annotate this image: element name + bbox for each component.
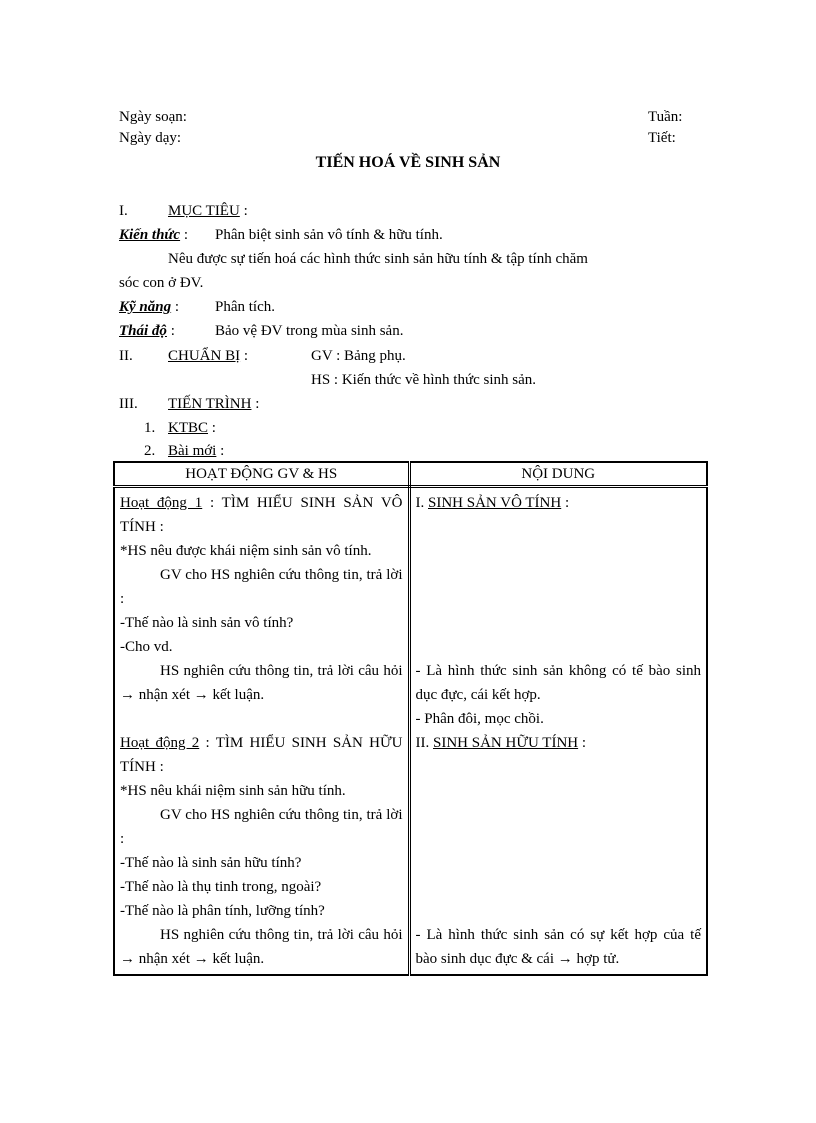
tiet-label: Tiết:	[648, 130, 676, 146]
kien-thuc-text-2: Nêu được sự tiến hoá các hình thức sinh sản hữu tính & tập tính chăm	[168, 251, 588, 267]
col-header-content: NỘI DUNG	[409, 462, 707, 487]
hd1-question-2: -Cho vd.	[120, 639, 173, 655]
section1-heading: MỤC TIÊU :	[168, 203, 248, 219]
gv-prep: GV : Bảng phụ.	[311, 348, 406, 364]
lesson-table	[113, 461, 708, 976]
hd1-goal: *HS nêu được khái niệm sinh sản vô tính.	[120, 543, 372, 559]
ky-nang-label: Kỹ năng :	[119, 299, 180, 315]
kien-thuc-text-3: sóc con ở ĐV.	[119, 275, 204, 291]
hd2-question-3: -Thế nào là phân tính, lưỡng tính?	[120, 903, 325, 919]
ngay-day-label: Ngày dạy:	[119, 130, 182, 146]
kien-thuc-label: Kiến thức :	[119, 227, 188, 243]
item2-bai-moi: Bài mới :	[168, 443, 225, 459]
hd1-gv: GV cho HS nghiên cứu thông tin, trả lời :	[120, 567, 403, 607]
hd1-hs: HS nghiên cứu thông tin, trả lời câu hỏi → nhận xét → kết luận.	[120, 663, 403, 703]
content-cell	[409, 487, 707, 976]
item2-number: 2.	[144, 443, 156, 459]
section1-number: I.	[119, 203, 128, 219]
section3-number: III.	[119, 396, 138, 412]
content-s1-example: - Phân đôi, mọc chồi.	[415, 711, 544, 727]
hd2-hs: HS nghiên cứu thông tin, trả lời câu hỏi → nhận xét → kết luận.	[120, 927, 403, 967]
thai-do-label: Thái độ :	[119, 323, 175, 339]
hs-prep: HS : Kiến thức về hình thức sinh sản.	[311, 372, 536, 388]
tuan-label: Tuần:	[648, 109, 683, 125]
hd2-question-1: -Thế nào là sinh sản hữu tính?	[120, 855, 302, 871]
content-s2-definition: - Là hình thức sinh sản có sự kết hợp của tế bào sinh dục đực & cái → hợp tử.	[415, 927, 701, 967]
content-s1-heading: I. SINH SẢN VÔ TÍNH :	[415, 495, 570, 511]
hd2-question-2: -Thế nào là thụ tinh trong, ngoài?	[120, 879, 322, 895]
col-header-activities: HOẠT ĐỘNG GV & HS	[114, 462, 409, 487]
ky-nang-text: Phân tích.	[215, 299, 275, 315]
item1-number: 1.	[144, 420, 156, 436]
content-s1-definition: - Là hình thức sinh sản không có tế bào sinh dục đực, cái kết hợp.	[415, 663, 701, 703]
activities-cell	[114, 487, 409, 976]
section3-heading: TIẾN TRÌNH :	[168, 396, 260, 412]
hd2-gv: GV cho HS nghiên cứu thông tin, trả lời :	[120, 807, 403, 847]
hd1-question-1: -Thế nào là sinh sản vô tính?	[120, 615, 294, 631]
thai-do-text: Bảo vệ ĐV trong mùa sinh sản.	[215, 323, 404, 339]
hd2-heading: Hoạt động 2 : TÌM HIỂU SINH SẢN HỮU TÍNH :	[120, 735, 403, 775]
kien-thuc-text-1: Phân biệt sinh sản vô tính & hữu tính.	[215, 227, 443, 243]
hd2-goal: *HS nêu khái niệm sinh sản hữu tính.	[120, 783, 346, 799]
section2-heading: CHUẨN BỊ :	[168, 348, 249, 364]
page-title: TIẾN HOÁ VỀ SINH SẢN	[315, 154, 501, 171]
section2-number: II.	[119, 348, 133, 364]
item1-ktbc: KTBC :	[168, 420, 216, 436]
content-s2-heading: II. SINH SẢN HỮU TÍNH :	[415, 735, 587, 751]
hd1-heading: Hoạt động 1 : TÌM HIỂU SINH SẢN VÔ TÍNH :	[120, 495, 403, 535]
ngay-soan-label: Ngày soạn:	[119, 109, 187, 125]
